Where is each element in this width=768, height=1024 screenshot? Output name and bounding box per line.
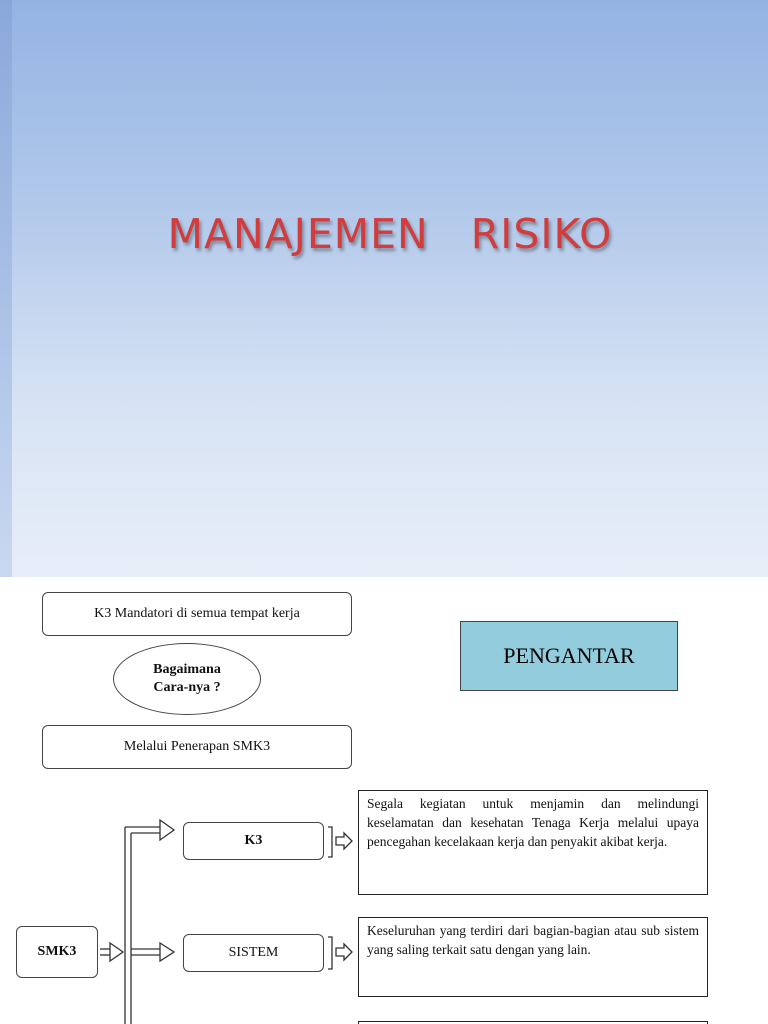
sistem-box: SISTEM [183, 934, 324, 972]
smk3-box: SMK3 [16, 926, 98, 978]
melalui-box: Melalui Penerapan SMK3 [42, 725, 352, 769]
slide-title: MANAJEMEN RISIKO [167, 210, 613, 258]
slide-edge-strip [0, 0, 12, 577]
mandatori-box: K3 Mandatori di semua tempat kerja [42, 592, 352, 636]
k3-description: Segala kegiatan untuk menjamin dan melindungi keselamatan dan kesehatan Tenaga Kerja melalui upaya pencegahan kecelakaan kerja dan penyakit akibat kerja. [358, 790, 708, 895]
question-oval [113, 643, 261, 715]
k3-box: K3 [183, 822, 324, 860]
pengantar-label: PENGANTAR [460, 621, 678, 691]
sistem-description: Keseluruhan yang terdiri dari bagian-bagian atau sub sistem yang saling terkait satu dengan yang lain. [358, 917, 708, 997]
oval-line-1: Bagaimana [153, 662, 221, 677]
diagram-slide [0, 577, 768, 1024]
oval-line-2: Cara-nya ? [153, 680, 221, 695]
